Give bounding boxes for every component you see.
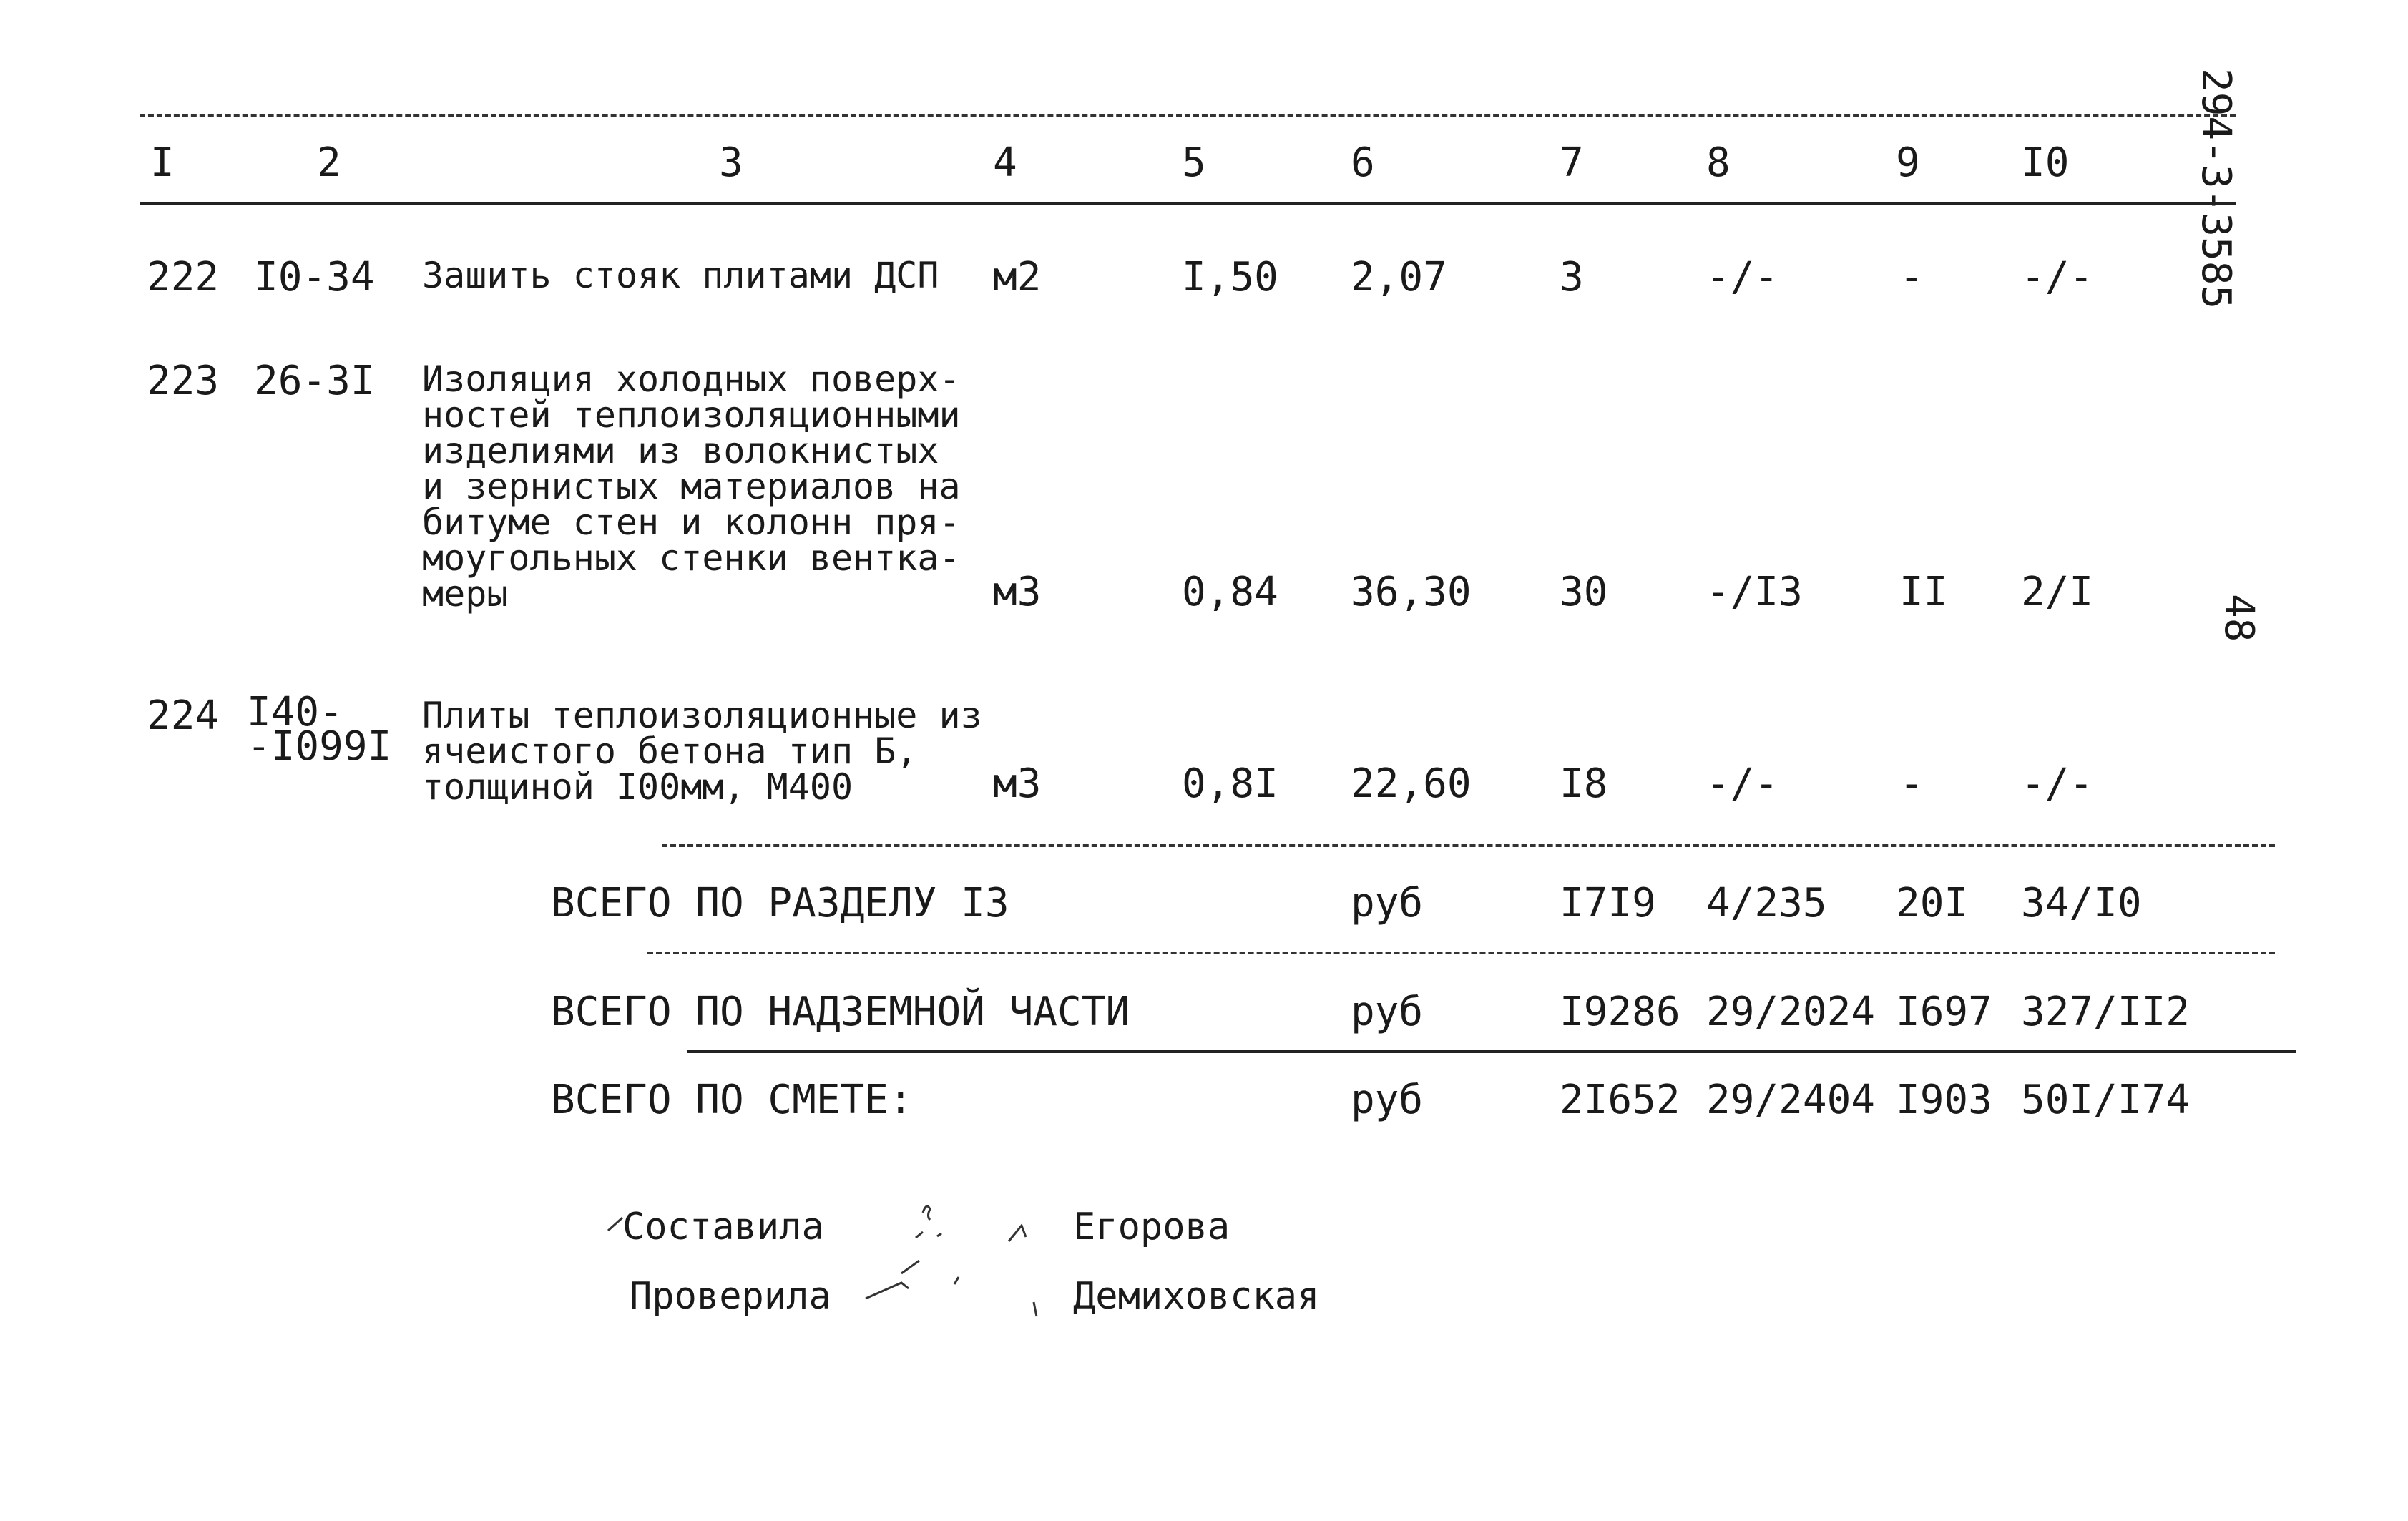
col-header-4: 4 (993, 140, 1017, 186)
total-col-9: I697 (1896, 989, 1992, 1035)
col-8-value: -/- (1706, 254, 1779, 300)
work-description: Зашить стояк плитами ДСП (422, 255, 939, 296)
signature-role: Составила (622, 1205, 824, 1248)
norm-code: I40- -I099I (247, 689, 392, 770)
col-10-value: -/- (2021, 254, 2094, 300)
col-7-value: 30 (1560, 569, 1608, 615)
total-unit: руб (1351, 989, 1424, 1035)
col-header-2: 2 (317, 140, 341, 186)
total-col-9: 20I (1896, 880, 1969, 926)
col-header-10: I0 (2021, 140, 2070, 186)
col-10-value: -/- (2021, 760, 2094, 807)
total-col-10: 34/I0 (2021, 880, 2142, 926)
total-label: ВСЕГО ПО НАДЗЕМНОЙ ЧАСТИ (551, 989, 1130, 1035)
row-number: 223 (147, 358, 220, 404)
unit-price: 36,30 (1351, 569, 1472, 615)
col-7-value: I8 (1560, 760, 1608, 807)
col-8-value: -/I3 (1706, 569, 1803, 615)
norm-code: I0-34 (254, 254, 375, 300)
col-7-value: 3 (1560, 254, 1584, 300)
total-label: ВСЕГО ПО СМЕТЕ: (551, 1077, 913, 1123)
col-header-3: 3 (719, 140, 743, 186)
signature-name: Егорова (1073, 1205, 1230, 1248)
unit: м3 (993, 569, 1042, 615)
totals-divider (687, 1050, 2296, 1053)
quantity: 0,84 (1182, 569, 1278, 615)
unit-price: 2,07 (1351, 254, 1447, 300)
col-header-8: 8 (1706, 140, 1731, 186)
header-bottom-rule (140, 202, 2236, 205)
total-col-7: 2I652 (1560, 1077, 1680, 1123)
signature-name: Демиховская (1073, 1275, 1320, 1318)
row-number: 222 (147, 254, 220, 300)
col-10-value: 2/I (2021, 569, 2094, 615)
total-unit: руб (1351, 1077, 1424, 1123)
unit: м3 (993, 760, 1042, 807)
work-description: Изоляция холодных поверх- ностей теплоизоляционными изделиями из волокнистых и зернистых материалов на битуме стен и колонн пря- моугольных стенки вентка- меры (422, 358, 961, 615)
col-header-6: 6 (1351, 140, 1375, 186)
total-label: ВСЕГО ПО РАЗДЕЛУ I3 (551, 880, 1009, 926)
quantity: I,50 (1182, 254, 1278, 300)
col-header-5: 5 (1182, 140, 1206, 186)
total-col-10: 50I/I74 (2021, 1077, 2191, 1123)
col-header-1: I (150, 140, 175, 186)
unit-price: 22,60 (1351, 760, 1472, 807)
page-number: 48 (2216, 594, 2262, 642)
col-9-value: II (1899, 569, 1948, 615)
quantity: 0,8I (1182, 760, 1278, 807)
signature-role: Проверила (630, 1275, 831, 1318)
total-unit: руб (1351, 880, 1424, 926)
norm-code: 26-3I (254, 358, 375, 404)
col-9-value: - (1899, 760, 1924, 807)
totals-divider (662, 844, 2275, 847)
col-8-value: -/- (1706, 760, 1779, 807)
totals-divider (647, 952, 2275, 954)
document-code: 294-3-3585 (2193, 68, 2239, 310)
col-header-9: 9 (1896, 140, 1920, 186)
total-col-10: 327/II2 (2021, 989, 2191, 1035)
handwritten-signature-mark (601, 1173, 1102, 1345)
total-col-9: I903 (1896, 1077, 1992, 1123)
total-col-8: 29/2404 (1706, 1077, 1876, 1123)
total-col-8: 29/2024 (1706, 989, 1876, 1035)
header-top-rule (140, 114, 2236, 117)
unit: м2 (993, 254, 1042, 300)
total-col-7: I7I9 (1560, 880, 1656, 926)
total-col-8: 4/235 (1706, 880, 1827, 926)
col-header-7: 7 (1560, 140, 1584, 186)
row-number: 224 (147, 693, 220, 739)
col-9-value: - (1899, 254, 1924, 300)
work-description: Плиты теплоизоляционные из ячеистого бетона тип Б, толщиной I00мм, М400 (422, 695, 982, 808)
total-col-7: I9286 (1560, 989, 1680, 1035)
